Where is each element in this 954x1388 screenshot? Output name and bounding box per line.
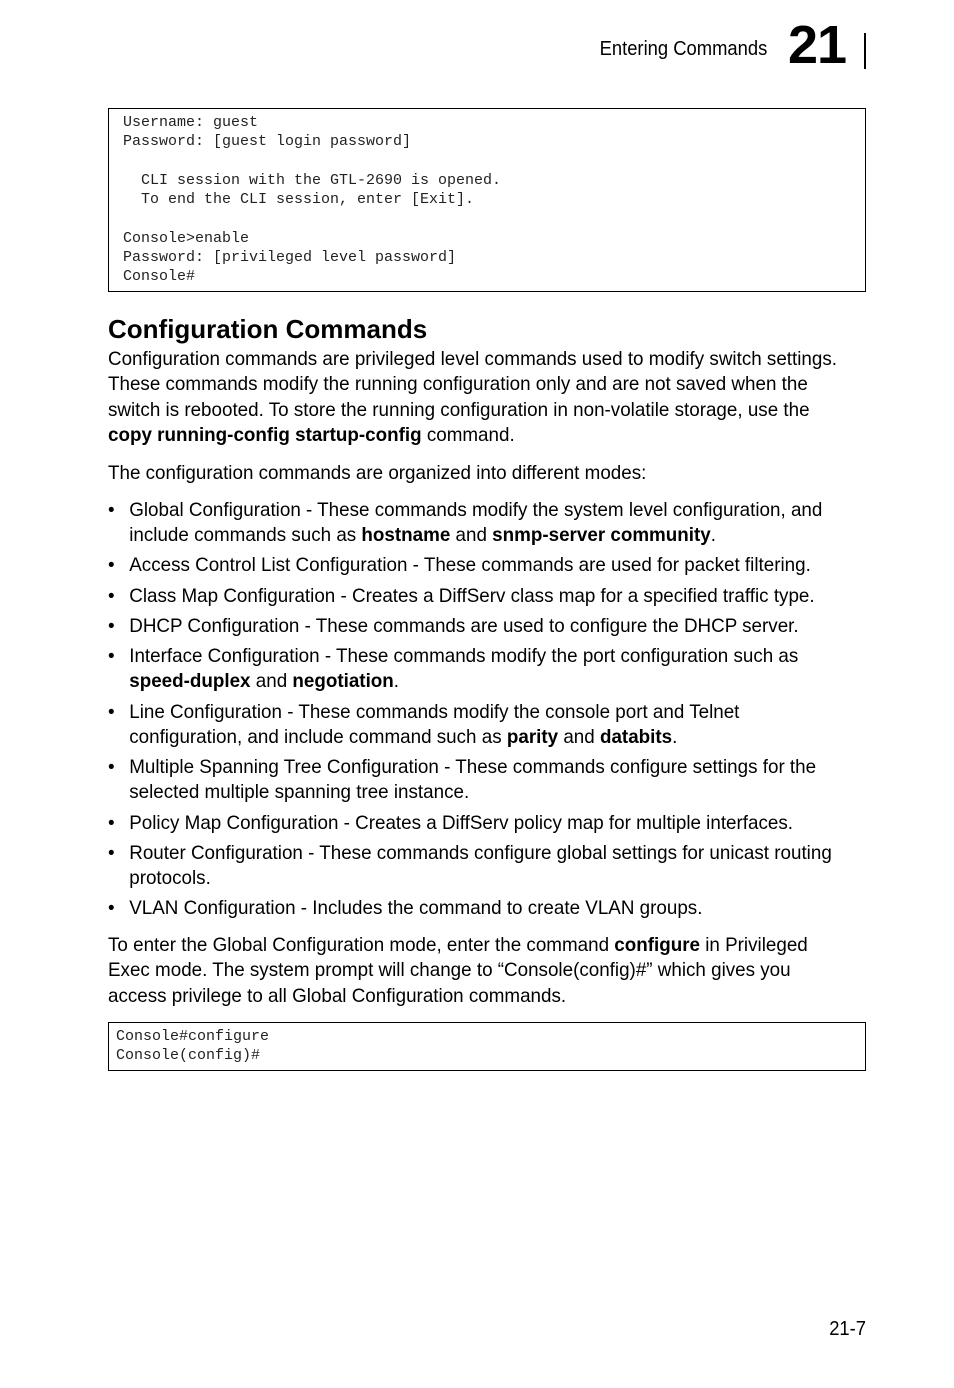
paragraph-text: Configuration commands are privileged level commands used to modify switch settings. These commands modify the running configuration only and are not saved when the switch is rebooted. To store the running configuration in non-volatile storage, use the: [108, 348, 837, 421]
paragraph-text: To enter the Global Configuration mode, enter the command: [108, 934, 615, 956]
code-line: Console>enable: [123, 229, 250, 247]
bullet-icon: •: [108, 499, 115, 521]
item-text: .: [672, 725, 678, 748]
item-text: and: [558, 725, 600, 748]
paragraph-text: in Privileged Exec mode. The system prompt will change to “Console(config)#” which gives you access privilege to all Global Configuration commands.: [108, 934, 808, 1007]
code-block-login: [108, 108, 866, 292]
list-item: [108, 841, 851, 892]
code-line: Password: [privileged level password]: [123, 249, 457, 267]
bullet-icon: •: [108, 584, 115, 607]
chapter-number: 21: [788, 15, 847, 75]
chapter-title: Entering Commands: [599, 38, 767, 60]
item-text: Router Configuration - These commands configure global settings for unicast routing protocols.: [129, 841, 832, 889]
code-block-configure: [108, 1022, 866, 1071]
list-item: [108, 584, 851, 609]
paragraph-intro: [108, 347, 851, 448]
bullet-icon: •: [108, 614, 115, 637]
item-text: DHCP Configuration - These commands are used to configure the DHCP server.: [129, 614, 799, 637]
list-item: [108, 553, 851, 578]
bullet-icon: •: [108, 756, 115, 779]
list-item: [108, 811, 851, 836]
bullet-icon: •: [108, 897, 115, 920]
paragraph-global-config: [108, 933, 851, 1009]
item-text: and: [450, 524, 493, 547]
item-text: and: [250, 670, 293, 693]
bullet-icon: •: [108, 811, 115, 834]
bullet-icon: •: [108, 700, 115, 723]
item-text: Multiple Spanning Tree Configuration - These commands configure settings for the selected multiple spanning tree instance.: [129, 756, 817, 804]
list-item: [108, 614, 851, 639]
bullet-icon: •: [108, 645, 115, 668]
item-text: Class Map Configuration - Creates a DiffServ class map for a specified traffic type.: [129, 584, 815, 607]
item-text: Interface Configuration - These commands modify the port configuration such as: [129, 645, 799, 668]
code-line: Password: [guest login password]: [123, 133, 412, 151]
paragraph-modes: The configuration commands are organized into different modes:: [108, 462, 647, 484]
modes-list: [108, 498, 878, 926]
command-name: parity: [506, 725, 559, 748]
list-item: [108, 896, 851, 921]
item-text: Line Configuration - These commands modify the console port and Telnet configuration, and include command such as: [129, 700, 740, 748]
item-text: .: [710, 524, 716, 547]
code-line: To end the CLI session, enter [Exit].: [123, 191, 475, 209]
item-text: Policy Map Configuration - Creates a DiffServ policy map for multiple interfaces.: [129, 811, 793, 834]
code-line: Console#: [123, 268, 196, 286]
paragraph-text: command.: [421, 423, 515, 446]
list-item: [108, 700, 851, 751]
item-text: VLAN Configuration - Includes the command to create VLAN groups.: [129, 897, 703, 920]
code-line: [123, 152, 865, 171]
list-item: [108, 644, 851, 695]
page-number: 21-7: [829, 1318, 866, 1340]
code-line: Username: guest: [123, 114, 259, 131]
command-name: negotiation: [292, 670, 394, 693]
code-line: [123, 209, 865, 228]
chapter-rule: [864, 33, 866, 69]
item-text: .: [393, 670, 400, 693]
code-line: Console#configure: [116, 1028, 270, 1045]
command-name: databits: [599, 725, 673, 748]
command-name: snmp-server community: [492, 524, 711, 547]
list-item: [108, 498, 851, 549]
command-name: speed-duplex: [129, 670, 251, 693]
command-name: copy running-config startup-config: [108, 423, 422, 446]
item-text: Global Configuration - These commands modify the system level configuration, and include commands such as: [129, 499, 823, 547]
command-name: configure: [614, 934, 701, 956]
section-heading: Configuration Commands: [108, 314, 428, 344]
code-line: Console(config)#: [116, 1047, 261, 1065]
bullet-icon: •: [108, 554, 115, 577]
bullet-icon: •: [108, 841, 115, 864]
item-text: Access Control List Configuration - These commands are used for packet filtering.: [129, 554, 811, 577]
command-name: hostname: [361, 524, 451, 547]
code-line: CLI session with the GTL-2690 is opened.: [123, 171, 502, 189]
list-item: [108, 755, 851, 806]
